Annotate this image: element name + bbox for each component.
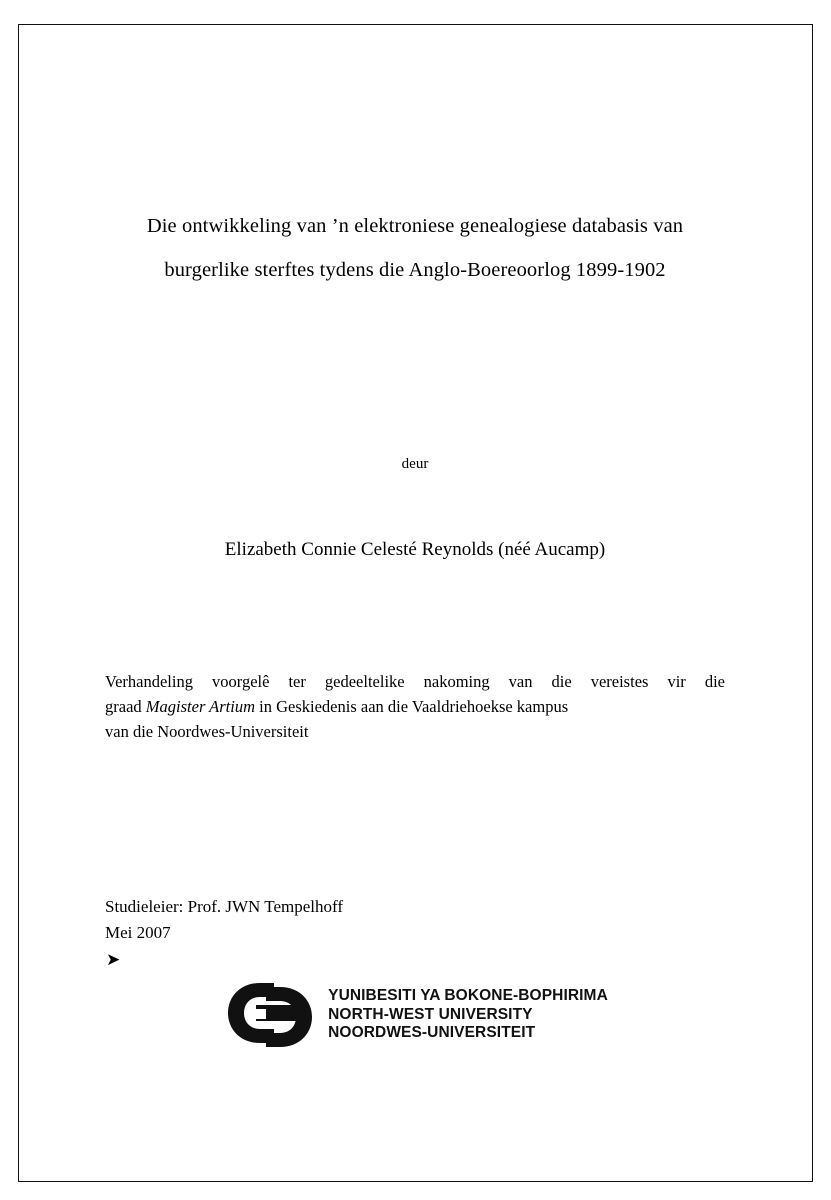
by-label: deur: [401, 456, 429, 472]
author-name: Elizabeth Connie Celesté Reynolds (néé Aucamp): [224, 539, 606, 560]
degree-statement-line-2: [105, 694, 725, 719]
degree-name-italic: Magister Artium: [145, 697, 256, 716]
degree-statement-line-2-suffix: in Geskiedenis aan die Vaaldriehoekse kampus: [255, 697, 569, 716]
title-page-content: [100, 24, 730, 1182]
degree-statement-line-1: Verhandeling voorgelê ter gedeeltelike nakoming van die vereistes vir die: [105, 672, 725, 691]
date-row: [105, 920, 725, 972]
submission-date: Mei 2007: [105, 923, 171, 942]
title-line-2: burgerlike sterftes tydens die Anglo-Boereoorlog 1899-1902: [164, 259, 666, 281]
degree-statement-line-3: van die Noordwes-Universiteit: [105, 722, 309, 741]
logo-line-3: NOORDWES-UNIVERSITEIT: [328, 1024, 536, 1042]
supervisor-block: [105, 894, 725, 972]
title-line-1: Die ontwikkeling van ’n elektroniese genealogiese databasis van: [146, 215, 684, 237]
degree-statement-line-2-prefix: graad: [105, 697, 146, 716]
university-logo: [100, 979, 730, 1051]
degree-statement: [105, 669, 725, 744]
logo-line-1: YUNIBESITI YA BOKONE-BOPHIRIMA: [328, 987, 608, 1005]
pen-mark-icon: ➤: [106, 950, 121, 969]
nwu-institutional-logo-icon: [222, 979, 318, 1051]
page-title: [100, 204, 730, 292]
logo-line-2: NORTH-WEST UNIVERSITY: [328, 1005, 533, 1023]
logo-text-block: [328, 987, 608, 1043]
supervisor-name: Studieleier: Prof. JWN Tempelhoff: [105, 897, 344, 916]
